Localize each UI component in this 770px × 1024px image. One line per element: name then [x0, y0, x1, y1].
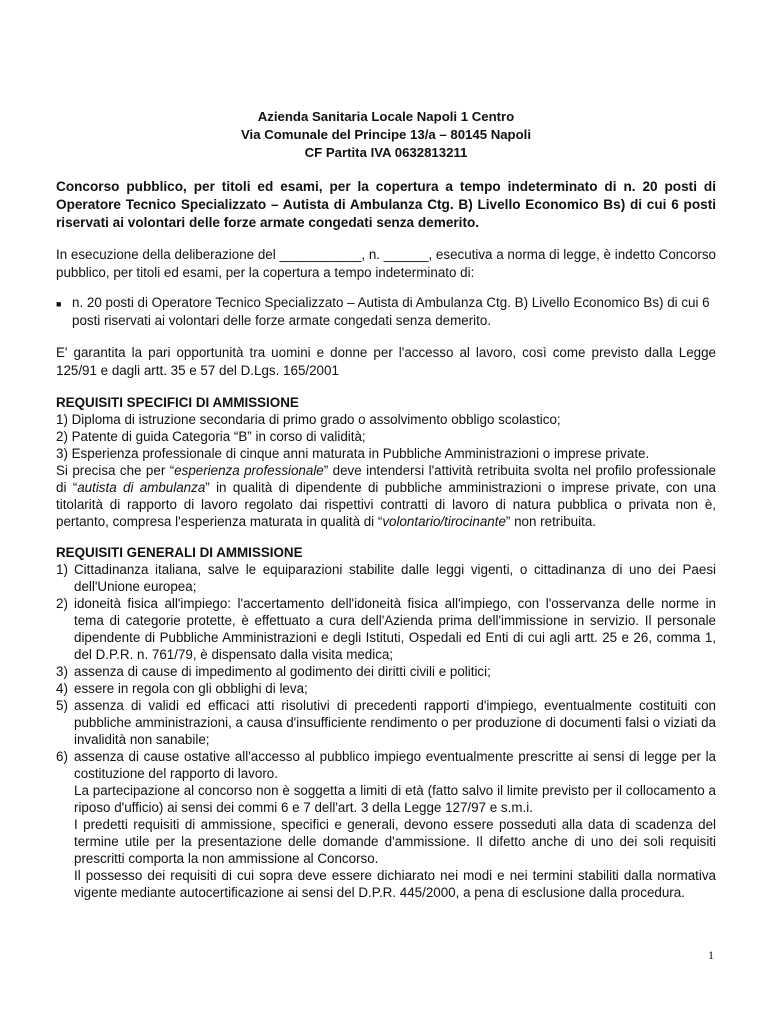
- item-text: assenza di cause ostative all'accesso al pubblico impiego eventualmente prescritte ai sensi di legge per la costituzione del rapporto di lavoro.: [74, 749, 716, 781]
- self-certification-paragraph: Il possesso dei requisiti di cui sopra deve essere dichiarato nei modi e nei termini stabiliti dalla normativa vigente mediante autocertificazione ai sensi del D.P.R. 445/2000, a pena di esclusione dalla procedura.: [74, 868, 716, 900]
- item-text: assenza di cause di impedimento al godimento dei diritti civili e politici;: [74, 664, 491, 679]
- note-text: Si precisa che per “: [56, 463, 175, 478]
- general-requirement-item: [56, 748, 716, 782]
- document-header: [56, 108, 716, 162]
- header-address: Via Comunale del Principe 13/a – 80145 Napoli: [240, 127, 531, 142]
- specific-requirement-item: 2) Patente di guida Categoria “B” in corso di validità;: [56, 429, 366, 444]
- note-emphasis: autista di ambulanza: [77, 480, 206, 495]
- general-requirement-item: [56, 680, 716, 697]
- note-text: ” deve intendersi l'attività retribuita svolta nel profilo professionale di “: [56, 463, 717, 495]
- general-requirement-item: [56, 561, 716, 595]
- note-text: ” non retribuita.: [505, 514, 596, 529]
- specific-requirements-note: [56, 462, 716, 530]
- specific-requirements-heading: REQUISITI SPECIFICI DI AMMISSIONE: [56, 395, 299, 410]
- item-number: 3): [56, 664, 68, 679]
- general-requirement-item: [56, 663, 716, 680]
- note-text: ” in qualità di dipendente di pubbliche amministrazioni o imprese private, con una titolarità di rapporto di lavoro regolato dai rispettivi contratti di lavoro di natura pubblica o privata non è, pertanto, compresa l'esperienza maturata in qualità di “: [56, 480, 716, 529]
- age-limit-paragraph: La partecipazione al concorso non è soggetta a limiti di età (fatto salvo il limite previsto per il collocamento a riposo d'ufficio) ai sensi dei commi 6 e 7 dell'art. 3 della Legge 127/97 e s.m.i.: [74, 783, 716, 815]
- document-page: [56, 108, 716, 901]
- general-requirement-item: [56, 697, 716, 748]
- item-number: 5): [56, 698, 68, 713]
- document-title: Concorso pubblico, per titoli ed esami, per la copertura a tempo indeterminato di n. 20 posti di Operatore Tecnico Specializzato – Autista di Ambulanza Ctg. B) Livello Economico Bs) di cui 6 posti riservati ai volontari delle forze armate congedati senza demerito.: [56, 179, 716, 230]
- item-number: 6): [56, 749, 68, 764]
- bullet-text: n. 20 posti di Operatore Tecnico Specializzato – Autista di Ambulanza Ctg. B) Livello Economico Bs) di cui 6 posti riservati ai volontari delle forze armate congedati senza demerito.: [72, 295, 710, 328]
- item-text: Cittadinanza italiana, salve le equiparazioni stabilite dalle leggi vigenti, o cittadinanza di uno dei Paesi dell'Unione europea;: [74, 562, 716, 594]
- item-number: 1): [56, 562, 68, 577]
- general-requirement-item: [56, 595, 716, 663]
- item-text: idoneità fisica all'impiego: l'accertamento dell'idoneità fisica all'impiego, con l'osservanza delle norme in tema di categorie protette, è effettuato a cura dell'Azienda prima dell'immissione in servizio. Il personale dipendente di Pubbliche Amministrazioni e degli Istituti, Ospedali ed Enti di cui agli artt. 25 e 26, comma 1, del D.P.R. n. 761/79, è dispensato dalla visita medica;: [74, 596, 716, 662]
- note-emphasis: esperienza professionale: [174, 463, 324, 478]
- header-tax-id: CF Partita IVA 0632813211: [304, 145, 468, 160]
- item-number: 4): [56, 681, 68, 696]
- intro-paragraph: In esecuzione della deliberazione del ___________, n. ______, esecutiva a norma di legge, è indetto Concorso pubblico, per titoli ed esami, per la copertura a tempo indeterminato di:: [56, 247, 716, 280]
- note-emphasis: volontario/tirocinante: [382, 514, 506, 529]
- header-organization: Azienda Sanitaria Locale Napoli 1 Centro: [257, 109, 515, 124]
- equal-opportunity-paragraph: E' garantita la pari opportunità tra uomini e donne per l'accesso al lavoro, così come previsto dalla Legge 125/91 e dagli artt. 35 e 57 del D.Lgs. 165/2001: [56, 345, 716, 378]
- general-requirements-heading: REQUISITI GENERALI DI AMMISSIONE: [56, 545, 303, 560]
- deadline-paragraph: I predetti requisiti di ammissione, specifici e generali, devono essere posseduti alla data di scadenza del termine utile per la presentazione delle domande d'ammissione. Il difetto anche di uno dei soli requisiti prescritti comporta la non ammissione al Concorso.: [74, 817, 716, 866]
- bullet-icon: ■: [56, 299, 62, 309]
- page-number: 1: [708, 948, 714, 962]
- bullet-item: [56, 294, 716, 330]
- item-number: 2): [56, 596, 68, 611]
- specific-requirement-item: 1) Diploma di istruzione secondaria di primo grado o assolvimento obbligo scolastico;: [56, 412, 561, 427]
- specific-requirement-item: 3) Esperienza professionale di cinque anni maturata in Pubbliche Amministrazioni o imprese private.: [56, 446, 650, 461]
- item-text: essere in regola con gli obblighi di leva;: [74, 681, 308, 696]
- item-text: assenza di validi ed efficaci atti risolutivi di precedenti rapporti d'impiego, eventualmente costituiti con pubbliche amministrazioni, a causa d'insufficiente rendimento o per produzione di documenti falsi o viziati da invalidità non sanabile;: [74, 698, 716, 747]
